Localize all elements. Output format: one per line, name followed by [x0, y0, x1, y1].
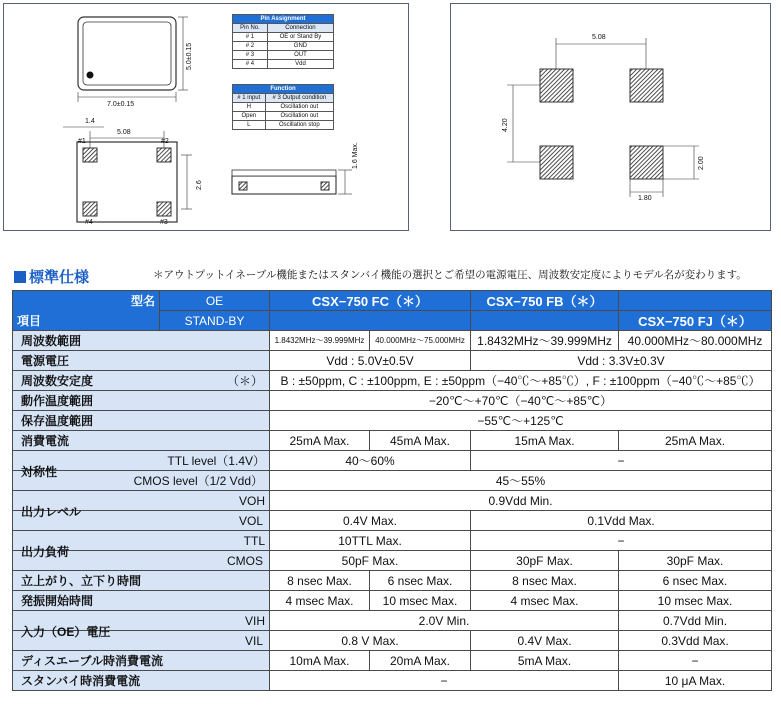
model-fb: CSX−750 FB（＊） [471, 291, 619, 311]
pin-table-title: Pin Assignment [233, 15, 334, 24]
conn-col-header: Connection [267, 24, 333, 33]
out-level-cell: 0.9Vdd Min. [270, 491, 772, 511]
land-dim-420: 4.20 [502, 118, 509, 132]
pin-assignment-table [232, 14, 334, 69]
pin-cell: # 2 [233, 42, 268, 51]
freq-cell: 1.8432MHz〜39.999MHz [270, 331, 370, 351]
input-cell: Open [233, 112, 266, 121]
disable-cell: 5mA Max. [471, 651, 619, 671]
input-cell: L [233, 121, 266, 130]
out-level-cell: 0.4V Max. [270, 511, 471, 531]
pin3-label: #3 [160, 219, 168, 226]
voltage-cell: Vdd : 5.0V±0.5V [270, 351, 471, 371]
package-drawing [4, 4, 408, 230]
dim-width-label: 7.0±0.15 [107, 101, 135, 108]
row-label-start: 発振開始時間 [13, 591, 270, 611]
rise-cell: 6 nsec Max. [619, 571, 772, 591]
model-label: 型名 [13, 291, 160, 311]
out-load-cell: 50pF Max. [270, 551, 471, 571]
pin1-label: #1 [78, 138, 86, 145]
stability-cell: B : ±50ppm, C : ±100ppm, E : ±50ppm（−40℃〜+85℃）, F : ±100ppm（−40℃〜+85℃） [270, 371, 772, 391]
rise-cell: 8 nsec Max. [471, 571, 619, 591]
load-cmos-label: CMOS [13, 551, 270, 571]
out-load-cell: 10TTL Max. [270, 531, 471, 551]
voh-label: VOH [238, 493, 265, 508]
model-fj: CSX−750 FJ（＊） [619, 311, 772, 331]
row-label-disable: ディスエーブル時消費電流 [13, 651, 270, 671]
row-label-out-load: 出力負荷 [21, 545, 70, 559]
symmetry-ttl-label: TTL level（1.4V） [167, 454, 265, 468]
dim-14-label: 1.4 [85, 118, 95, 125]
st-temp-cell: −55℃〜+125℃ [270, 411, 772, 431]
row-label-rise: 立上がり、立下り時間 [13, 571, 270, 591]
dim-max-label: 1.6 Max. [352, 142, 359, 169]
row-label-input: 入力（OE）電圧 [21, 625, 111, 639]
current-cell: 25mA Max. [619, 431, 772, 451]
land-pattern-frame [450, 3, 771, 231]
conn-cell: OE or Stand By [267, 33, 333, 42]
conn-cell: OUT [267, 51, 333, 60]
conn-cell: GND [267, 42, 333, 51]
land-dim-200: 2.00 [698, 156, 705, 170]
out-load-cell: − [471, 531, 772, 551]
title-square-icon [14, 271, 26, 283]
start-cell: 4 msec Max. [471, 591, 619, 611]
item-label: 項目 [13, 311, 160, 331]
vil-label: VIL [13, 631, 270, 651]
input-cell: 2.0V Min. [270, 611, 619, 631]
dim-26-label: 2.6 [196, 180, 203, 190]
row-label-freq: 周波数範囲 [13, 331, 270, 351]
current-cell: 45mA Max. [370, 431, 471, 451]
output-cell: Oscillation out [265, 112, 333, 121]
package-drawing-frame [3, 3, 409, 231]
disable-cell: 20mA Max. [370, 651, 471, 671]
freq-cell: 40.000MHz〜80.000MHz [619, 331, 772, 351]
vol-label: VOL [13, 511, 270, 531]
input-cell: H [233, 103, 266, 112]
row-label-stability: 周波数安定度 [13, 371, 160, 391]
model-fc: CSX−750 FC（＊） [270, 291, 471, 311]
start-cell: 10 msec Max. [370, 591, 471, 611]
input-vih-row-label [13, 611, 270, 639]
section-title: 標準仕様 [14, 266, 89, 287]
conn-cell: Vdd [267, 60, 333, 69]
dim-height-label: 5.0±0.15 [186, 42, 193, 70]
symmetry-cell: 45〜55% [270, 471, 772, 491]
row-label-voltage: 電源電圧 [13, 351, 270, 371]
input-cell: 0.3Vdd Max. [619, 631, 772, 651]
pin-cell: # 3 [233, 51, 268, 60]
pin4-label: #4 [85, 219, 93, 226]
pin-cell: # 4 [233, 60, 268, 69]
out-load-cell: 30pF Max. [471, 551, 619, 571]
land-dim-508: 5.08 [592, 34, 606, 41]
input-col-header: # 1 input [233, 94, 266, 103]
symmetry-cell: 40〜60% [270, 451, 471, 471]
rise-cell: 8 nsec Max. [270, 571, 370, 591]
vih-label: VIH [244, 613, 265, 628]
start-cell: 4 msec Max. [270, 591, 370, 611]
pin-cell: # 1 [233, 33, 268, 42]
symmetry-ttl-row-label [13, 451, 270, 479]
row-label-op-temp: 動作温度範囲 [13, 391, 270, 411]
load-ttl-label: TTL [243, 533, 265, 548]
output-cell: Oscillation out [265, 103, 333, 112]
model-blank [619, 291, 772, 311]
output-col-header: # 3 Output condition [265, 94, 333, 103]
model-blank [471, 311, 619, 331]
start-cell: 10 msec Max. [619, 591, 772, 611]
out-level-voh-row-label [13, 491, 270, 519]
stability-mark: （＊） [160, 371, 270, 391]
symmetry-cmos-label: CMOS level（1/2 Vdd） [13, 471, 270, 491]
out-level-cell: 0.1Vdd Max. [471, 511, 772, 531]
land-dim-180: 1.80 [638, 195, 652, 202]
freq-cell: 40.000MHz〜75.000MHz [370, 331, 471, 351]
freq-cell: 1.8432MHz〜39.999MHz [471, 331, 619, 351]
oe-label: OE [160, 291, 270, 311]
model-note: ＊アウトプットイネーブル機能またはスタンバイ機能の選択とご希望の電源電圧、周波数安定度によりモデル名が変わります。 [153, 269, 747, 281]
spec-table [12, 290, 772, 691]
symmetry-cell: − [471, 451, 772, 471]
pin2-label: #2 [161, 138, 169, 145]
row-label-symmetry: 対称性 [21, 465, 58, 479]
current-cell: 15mA Max. [471, 431, 619, 451]
row-label-standby: スタンバイ時消費電流 [13, 671, 270, 691]
out-load-cell: 30pF Max. [619, 551, 772, 571]
standby-cell: − [270, 671, 619, 691]
standby-cell: 10 μA Max. [619, 671, 772, 691]
current-cell: 25mA Max. [270, 431, 370, 451]
row-label-out-level: 出力レベル [21, 505, 82, 519]
output-cell: Oscillation stop [265, 121, 333, 130]
row-label-current: 消費電流 [13, 431, 270, 451]
model-blank [270, 311, 471, 331]
row-label-st-temp: 保存温度範囲 [13, 411, 270, 431]
pin-col-header: Pin No. [233, 24, 268, 33]
input-cell: 0.4V Max. [471, 631, 619, 651]
disable-cell: − [619, 651, 772, 671]
disable-cell: 10mA Max. [270, 651, 370, 671]
func-table-title: Function [233, 85, 334, 94]
input-cell: 0.7Vdd Min. [619, 611, 772, 631]
function-table [232, 84, 334, 130]
standby-label: STAND-BY [160, 311, 270, 331]
rise-cell: 6 nsec Max. [370, 571, 471, 591]
voltage-cell: Vdd : 3.3V±0.3V [471, 351, 772, 371]
op-temp-cell: −20℃〜+70℃（−40℃〜+85℃） [270, 391, 772, 411]
input-cell: 0.8 V Max. [270, 631, 471, 651]
land-pattern-drawing [451, 4, 770, 230]
out-load-ttl-row-label [13, 531, 270, 559]
dim-pitch-label: 5.08 [117, 129, 131, 136]
